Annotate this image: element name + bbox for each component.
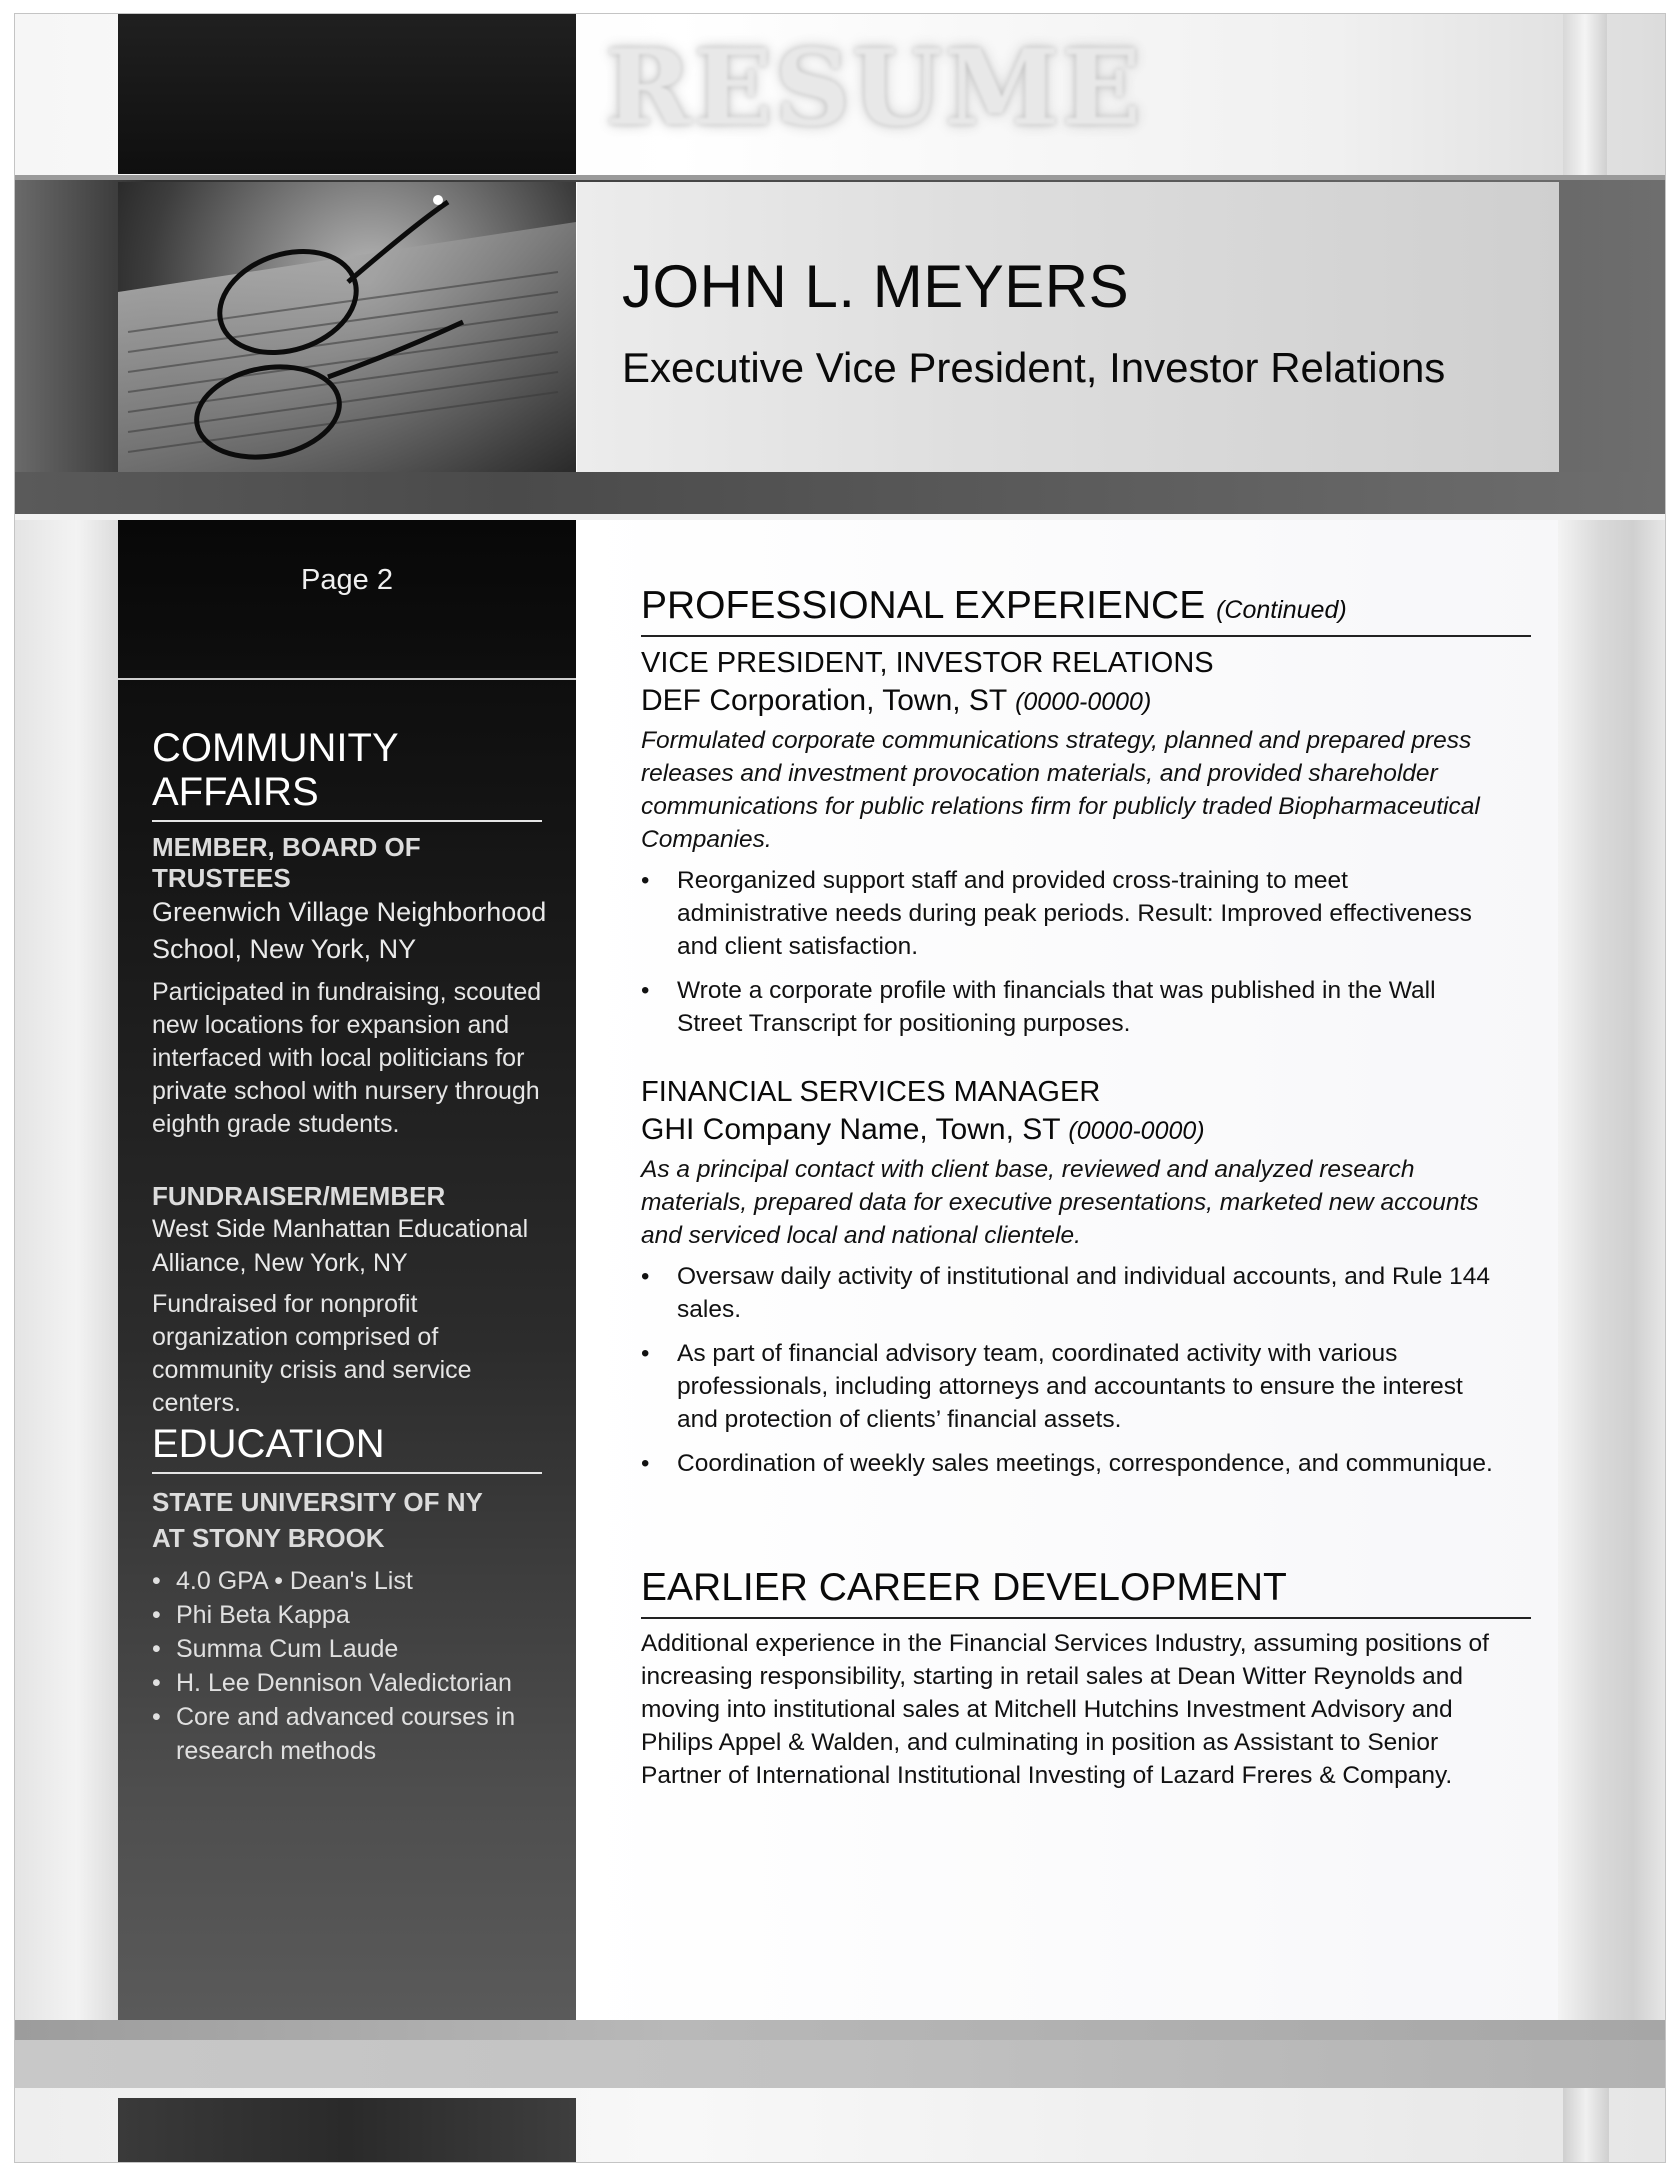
role-description xyxy=(152,1288,552,1420)
heading-rule xyxy=(641,1617,1531,1619)
achievement-item xyxy=(641,974,1529,1040)
left-margin-strip xyxy=(15,520,118,2020)
company-name: DEF Corporation, Town, ST xyxy=(641,684,1007,717)
description-line: new locations for expansion and xyxy=(152,1011,510,1039)
organization-line: West Side Manhattan Educational xyxy=(152,1215,529,1243)
heading-rule xyxy=(152,820,542,822)
heading-rule xyxy=(152,1472,542,1474)
list-item: • Core and advanced courses in research methods xyxy=(152,1700,516,1768)
description-line: organization comprised of xyxy=(152,1323,439,1351)
sidebar-divider xyxy=(118,678,576,680)
earlier-career-section xyxy=(641,1568,1529,1792)
footer-right-accent xyxy=(1563,2088,1609,2162)
header-title-panel xyxy=(576,182,1559,472)
resume-banner-word: RESUME xyxy=(605,26,1143,149)
achievement-list xyxy=(641,864,1529,1040)
achievement-list xyxy=(641,1260,1529,1480)
description-line: centers. xyxy=(152,1389,241,1417)
achievement-line: • As part of financial advisory team, coordinated activity with various xyxy=(677,1340,1398,1367)
summary-line: As a principal contact with client base, reviewed and analyzed research xyxy=(641,1156,1415,1183)
paragraph-line: Philips Appel & Walden, and culminating in position as Assistant to Senior xyxy=(641,1729,1439,1756)
school-name: AT STONY BROOK xyxy=(152,1523,385,1553)
company-line xyxy=(641,684,1529,718)
section-heading xyxy=(641,586,1529,625)
organization-line: School, New York, NY xyxy=(152,934,417,964)
summary-line: releases and investment provocation materials, and provided shareholder xyxy=(641,760,1438,787)
achievement-line: • Reorganized support staff and provided cross-training to meet xyxy=(677,867,1348,894)
paragraph-line: Additional experience in the Financial Services Industry, assuming positions of xyxy=(641,1630,1489,1657)
school-name: STATE UNIVERSITY OF NY xyxy=(152,1487,483,1517)
achievement-line: • Wrote a corporate profile with financials that was published in the Wall xyxy=(677,977,1436,1004)
description-line: private school with nursery through xyxy=(152,1077,540,1105)
main-content xyxy=(576,520,1558,2020)
achievement-item xyxy=(641,1337,1529,1436)
candidate-name: JOHN L. MEYERS xyxy=(622,253,1130,320)
list-item: • Phi Beta Kappa xyxy=(152,1598,552,1632)
achievement-item xyxy=(641,1260,1529,1326)
company-line xyxy=(641,1113,1529,1147)
right-margin-strip xyxy=(1558,520,1665,2020)
achievement-line: professionals, including attorneys and accountants to ensure the interest xyxy=(677,1373,1463,1400)
summary-line: Companies. xyxy=(641,826,772,853)
company-name: GHI Company Name, Town, ST xyxy=(641,1113,1061,1146)
summary-line: Formulated corporate communications strategy, planned and prepared press xyxy=(641,727,1472,754)
sidebar xyxy=(118,520,576,2020)
paragraph-line: increasing responsibility, starting in retail sales at Dean Witter Reynolds and xyxy=(641,1663,1464,1690)
organization-line: Greenwich Village Neighborhood xyxy=(152,897,547,927)
achievement-item xyxy=(641,1447,1529,1480)
achievement-item xyxy=(641,864,1529,963)
continued-note: (Continued) xyxy=(1216,596,1347,624)
job-summary xyxy=(641,724,1529,856)
achievement-line: sales. xyxy=(677,1296,742,1323)
header-bottom-band xyxy=(15,472,1665,514)
description-line: community crisis and service xyxy=(152,1356,472,1384)
job-dates: (0000-0000) xyxy=(1068,1117,1205,1145)
description-line: Participated in fundraising, scouted xyxy=(152,978,542,1006)
eyeglasses-photo xyxy=(118,182,576,472)
organization-line: Alliance, New York, NY xyxy=(152,1249,408,1277)
list-item: • Summa Cum Laude xyxy=(152,1632,552,1666)
summary-line: communications for public relations firm for publicly traded Biopharmaceutical xyxy=(641,793,1480,820)
achievement-line: and client satisfaction. xyxy=(677,933,919,960)
experience-section xyxy=(641,586,1529,1491)
job-dates: (0000-0000) xyxy=(1015,688,1152,716)
candidate-title: Executive Vice President, Investor Relations xyxy=(622,344,1446,391)
footer-band xyxy=(15,2040,1665,2088)
job-title: VICE PRESIDENT, INVESTOR RELATIONS xyxy=(641,647,1214,679)
list-item: • 4.0 GPA • Dean's List xyxy=(152,1564,552,1598)
achievement-line: and protection of clients’ financial assets. xyxy=(677,1406,1122,1433)
achievement-line: • Oversaw daily activity of institutional and individual accounts, and Rule 144 xyxy=(677,1263,1491,1290)
role-description xyxy=(152,976,552,1141)
section-title: PROFESSIONAL EXPERIENCE xyxy=(641,584,1206,627)
section-heading: EARLIER CAREER DEVELOPMENT xyxy=(641,1566,1287,1609)
summary-line: and serviced local and national clientele. xyxy=(641,1222,1081,1249)
education-section xyxy=(152,1422,552,1768)
role-title: MEMBER, BOARD OF TRUSTEES xyxy=(152,832,421,893)
achievement-line: administrative needs during peak periods. Result: Improved effectiveness xyxy=(677,900,1472,927)
description-line: interfaced with local politicians for xyxy=(152,1044,525,1072)
list-item: • H. Lee Dennison Valedictorian xyxy=(152,1666,552,1700)
paragraph-line: moving into institutional sales at Mitchell Hutchins Investment Advisory and xyxy=(641,1696,1453,1723)
page-number: Page 2 xyxy=(301,564,393,596)
summary-line: materials, prepared data for executive presentations, marketed new accounts xyxy=(641,1189,1479,1216)
job-title: FINANCIAL SERVICES MANAGER xyxy=(641,1076,1101,1108)
footer-black-block xyxy=(118,2098,576,2162)
heading-rule xyxy=(641,635,1531,637)
section-heading: EDUCATION xyxy=(152,1422,385,1466)
top-black-block xyxy=(118,14,576,174)
achievement-line: • Coordination of weekly sales meetings, correspondence, and communique. xyxy=(677,1450,1493,1477)
achievement-line: Street Transcript for positioning purposes. xyxy=(677,1010,1131,1037)
job-summary xyxy=(641,1153,1529,1252)
community-affairs-section xyxy=(152,726,552,1420)
role-title: FUNDRAISER/MEMBER xyxy=(152,1181,446,1211)
section-heading: COMMUNITY AFFAIRS xyxy=(152,726,398,814)
top-right-accent xyxy=(1563,14,1607,178)
description-line: Fundraised for nonprofit xyxy=(152,1290,418,1318)
footer-band xyxy=(15,2020,1665,2040)
description-line: eighth grade students. xyxy=(152,1110,400,1138)
paragraph-line: Partner of International Institutional Investing of Lazard Freres & Company. xyxy=(641,1762,1453,1789)
resume-page xyxy=(14,13,1666,2163)
education-list xyxy=(152,1564,552,1768)
earlier-career-paragraph xyxy=(641,1627,1529,1792)
